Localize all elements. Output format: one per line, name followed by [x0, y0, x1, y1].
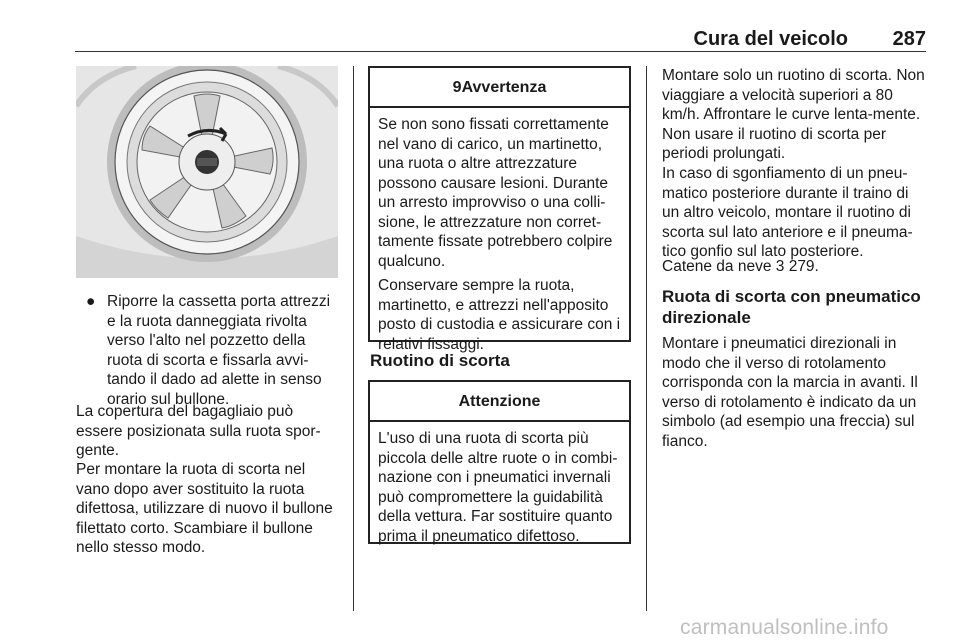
right-paragraph-2: In caso di sgonfiamento di un pneu-matico posteriore durante il traino di un altro veicolo, montare il ruotino di scorta sul lato anteriore e il pneuma-tico gonfio sul lato posteriore. — [662, 165, 913, 260]
page-header — [75, 28, 926, 52]
warning-header — [370, 68, 629, 108]
warning-paragraph-1: Se non sono fissati correttamente nel vano di carico, un martinetto, una ruota o altre attrezzature possono causare lesioni. Durante un arresto improvviso o una colli-sione, le attrezzature non corret-tamente fissate potrebbero colpire qualcuno. — [378, 116, 613, 270]
right-paragraph-3: Montare i pneumatici direzionali in modo che il verso di rotolamento corrisponda con la marcia in avanti. Il verso di rotolamento è indicato da un simbolo (ad esempio una freccia) sul fianco. — [662, 335, 918, 450]
bullet-icon: ● — [86, 293, 96, 310]
warning-title: Avvertenza — [461, 79, 547, 96]
section-heading-ruotino: Ruotino di scorta — [370, 351, 510, 370]
column-divider-left — [353, 66, 354, 611]
snow-chains-label: Catene da neve — [662, 258, 772, 275]
bullet-text: Riporre la cassetta porta attrezzi e la ruota danneggiata rivolta verso l'alto nel pozzetto della ruota di scorta e fissarla avvi-tando il dado ad alette in senso orario sul bullone. — [107, 293, 331, 408]
right-paragraph-1: Montare solo un ruotino di scorta. Non viaggiare a velocità superiori a 80 km/h. Affrontare le curve lenta-mente. Non usare il ruotino di scorta per periodi prolungati. — [662, 67, 925, 162]
caution-box — [368, 380, 631, 544]
caution-header: Attenzione — [370, 382, 629, 422]
watermark: carmanualsonline.info — [680, 616, 889, 639]
page-reference-link[interactable]: 3 279. — [775, 258, 819, 275]
snow-chains-reference — [662, 257, 928, 277]
warning-paragraph-2: Conservare sempre la ruota, martinetto, e attrezzi nell'apposito posto di custodia e assicurare con i relativi fissaggi. — [378, 277, 621, 353]
section-heading-directional: Ruota di scorta con pneumatico direzionale — [662, 287, 921, 327]
spare-wheel-illustration — [76, 66, 338, 278]
section-title: Cura del veicolo — [693, 28, 848, 50]
column-divider-right — [646, 66, 647, 611]
caution-paragraph: L'uso di una ruota di scorta più piccola delle altre ruote o in combi-nazione con i pneumatici invernali può compromettere la guidabilità della vettura. Far sostituire quanto prima il pneumatico difettoso. — [378, 430, 618, 545]
left-paragraph-1: La copertura del bagagliaio può essere posizionata sulla ruota spor-gente. — [76, 403, 321, 459]
spare-wheel-figure — [76, 66, 338, 278]
page-number: 287 — [892, 28, 926, 50]
warning-icon: 9 — [452, 79, 462, 96]
warning-box — [368, 66, 631, 353]
left-paragraph-2: Per montare la ruota di scorta nel vano dopo aver sostituito la ruota difettosa, utilizzare di nuovo il bullone filettato corto. Scambiare il bullone nello stesso modo. — [76, 461, 333, 556]
